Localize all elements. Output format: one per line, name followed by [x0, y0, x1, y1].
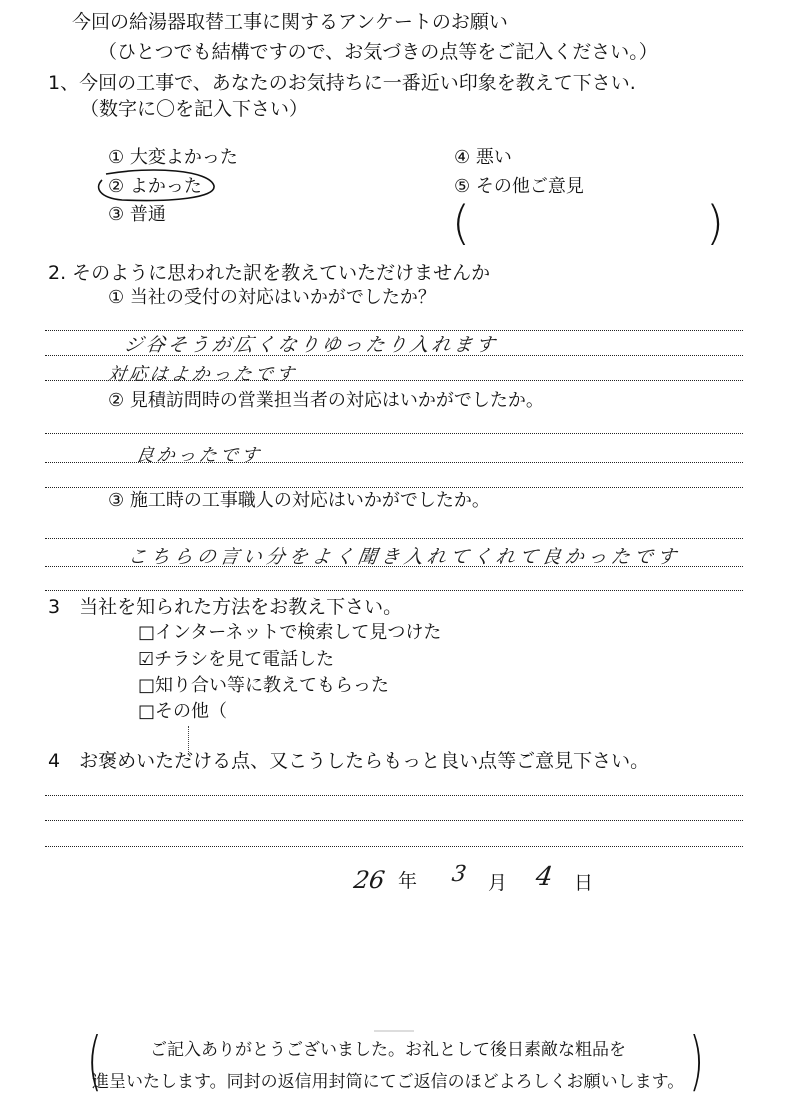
answer-line — [45, 462, 743, 463]
q2-question: 2. そのように思われた訳を教えていただけませんか — [48, 262, 491, 284]
survey-title: 今回の給湯器取替工事に関するアンケートのお願い — [72, 11, 508, 33]
date-month-value[interactable]: 3 — [450, 862, 468, 887]
q1-option-1[interactable]: ① 大変よかった — [108, 147, 238, 168]
q2-sub3: ③ 施工時の工事職人の対応はいかがでしたか。 — [108, 490, 490, 511]
date-month-unit: 月 — [488, 872, 508, 894]
q1-option-2[interactable]: ② よかった — [108, 176, 202, 197]
footer-line1: ご記入ありがとうございました。お礼として後日素敵な粗品を — [150, 1040, 626, 1060]
q1-question: 1、今回の工事で、あなたのお気持ちに一番近い印象を教えて下さい. — [48, 72, 636, 94]
q2-answer1-line1[interactable]: ジ谷そうが広くなりゆったり入れます — [122, 334, 500, 356]
answer-line — [45, 590, 743, 591]
q2-answer2[interactable]: 良かったです — [134, 445, 264, 466]
date-year-value[interactable]: 26 — [352, 866, 387, 894]
checkbox-checked-icon[interactable]: ☑ — [138, 649, 155, 670]
q3-option-4[interactable] — [138, 703, 227, 721]
footer-close-paren: ) — [688, 1025, 704, 1099]
q3-option-3[interactable] — [138, 677, 389, 695]
q2-answer1-line2[interactable]: 対応はよかったです — [106, 364, 299, 385]
answer-line — [45, 487, 743, 488]
footer-open-paren: ( — [86, 1025, 102, 1099]
checkbox-empty-icon[interactable]: □ — [138, 622, 156, 643]
q4-question: 4 お褒めいただける点、又こうしたらもっと良い点等ご意見下さい。 — [48, 750, 650, 772]
date-year-unit: 年 — [398, 870, 418, 892]
checkbox-empty-icon[interactable]: □ — [138, 701, 156, 722]
answer-line — [45, 433, 743, 434]
answer-line — [45, 355, 743, 356]
q3-option-2[interactable] — [138, 651, 334, 669]
q3-option-label: 知り合い等に教えてもらった — [155, 675, 390, 696]
other-close-paren: ) — [706, 196, 724, 250]
date-day-unit: 日 — [574, 872, 594, 894]
date-day-value[interactable]: 4 — [533, 862, 555, 892]
q1-option-3[interactable]: ③ 普通 — [108, 204, 166, 225]
footer-line2: 進呈いたします。同封の返信用封筒にてご返信のほどよろしくお願いします。 — [92, 1072, 685, 1092]
q1-instruction: （数字に〇を記入下さい） — [80, 98, 309, 120]
q3-option-label: インターネットで検索して見つけた — [155, 622, 442, 643]
q3-question: 3 当社を知られた方法をお教え下さい。 — [48, 596, 403, 618]
answer-line — [45, 538, 743, 539]
survey-subtitle: （ひとつでも結構ですので、お気づきの点等をご記入ください。） — [98, 41, 658, 63]
answer-line — [45, 846, 743, 847]
answer-line — [45, 380, 743, 381]
other-open-paren: ( — [452, 196, 470, 250]
selection-circle — [92, 168, 222, 208]
q2-sub1: ① 当社の受付の対応はいかがでしたか？ — [108, 287, 436, 308]
q3-option-label: チラシを見て電話した — [154, 649, 335, 670]
divider — [374, 1030, 414, 1032]
q3-option-1[interactable] — [138, 624, 441, 642]
q1-option-4[interactable]: ④ 悪い — [454, 147, 512, 168]
q1-option-5[interactable]: ⑤ その他ご意見 — [454, 176, 584, 197]
answer-line — [45, 566, 743, 567]
q2-answer3[interactable]: こちらの言い分をよく聞き入れてくれて良かったです — [126, 546, 682, 568]
answer-line — [45, 795, 743, 796]
q2-sub2: ② 見積訪問時の営業担当者の対応はいかがでしたか。 — [108, 390, 544, 411]
answer-line — [45, 820, 743, 821]
checkbox-empty-icon[interactable]: □ — [138, 675, 156, 696]
q3-option-label: その他（ — [155, 701, 228, 722]
